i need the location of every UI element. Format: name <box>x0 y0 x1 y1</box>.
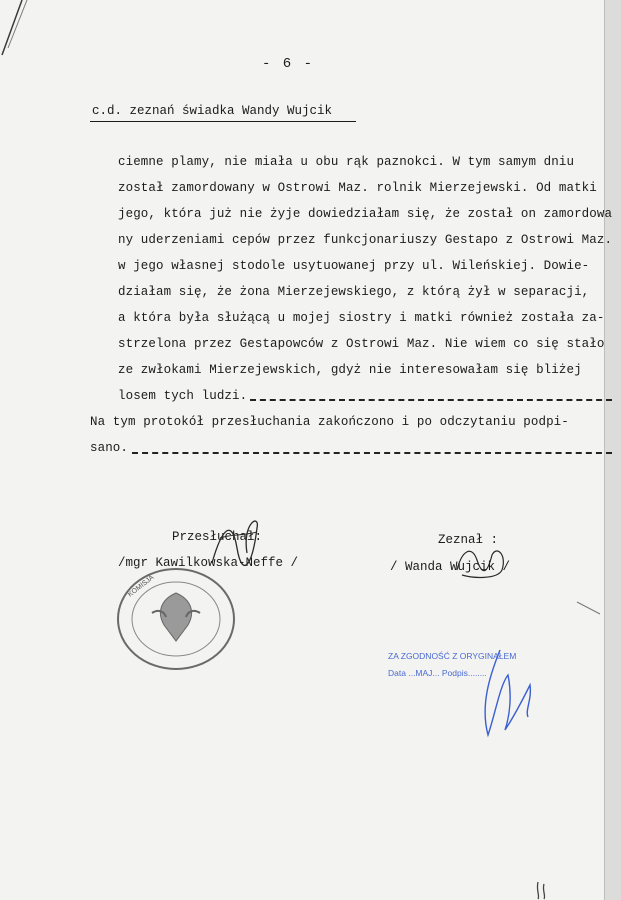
official-round-stamp <box>112 565 240 673</box>
copy-stamp-sign-label: Podpis........ <box>441 668 487 678</box>
body-line: losem tych ludzi. <box>118 389 248 403</box>
stamp-lettering: KOMISJA <box>126 574 156 599</box>
body-line: ze zwłokami Mierzejewskich, gdyż nie interesowałam się bliżej <box>118 363 582 377</box>
body-line: a która była służącą u mojej siostry i matki również została za- <box>118 311 605 325</box>
body-line: w jego własnej stodole usytuowanej przy ul. Wileńskiej. Dowie- <box>118 259 590 273</box>
closing-line: sano. <box>90 441 129 455</box>
fill-dash-line <box>250 399 612 401</box>
document-heading: c.d. zeznań świadka Wandy Wujcik <box>92 104 333 118</box>
body-line: został zamordowany w Ostrowi Maz. rolnik Mierzejewski. Od matki <box>118 181 597 195</box>
page-edge-shadow <box>604 0 621 900</box>
bottom-pencil-mark <box>534 880 554 900</box>
witness-label: Zeznał : <box>438 533 499 547</box>
witness-name: / Wanda Wujcik / <box>390 560 511 574</box>
body-line: ciemne plamy, nie miała u obu rąk paznokci. W tym samym dniu <box>118 155 575 169</box>
closing-line: Na tym protokół przesłuchania zakończono i po odczytaniu podpi- <box>90 415 569 429</box>
body-line: jego, która już nie żyje dowiedziałam się, że został on zamordowa <box>118 207 613 221</box>
body-line: strzelona przez Gestapowców z Ostrowi Maz. Nie wiem co się stało <box>118 337 605 351</box>
page-number: - 6 - <box>262 56 315 72</box>
fill-dash-line <box>132 452 612 454</box>
body-line: działam się, że żona Mierzejewskiego, z którą żył w separacji, <box>118 285 590 299</box>
copy-stamp-signature <box>470 645 540 745</box>
copy-stamp-date-value: ...MAJ... <box>408 668 440 678</box>
margin-mark <box>575 600 605 620</box>
corner-fold-mark <box>0 0 30 60</box>
copy-stamp-title: ZA ZGODNOŚĆ Z ORYGINAŁEM <box>388 651 517 661</box>
body-line: ny uderzeniami cepów przez funkcjonariuszy Gestapo z Ostrowi Maz. <box>118 233 613 247</box>
copy-stamp-date-label: Data <box>388 668 406 678</box>
heading-underline <box>90 121 356 122</box>
interrogator-label: Przesłuchał: <box>172 530 263 544</box>
interrogator-name: /mgr Kawilkowska-Neffe / <box>118 556 299 570</box>
witness-signature <box>452 540 512 590</box>
